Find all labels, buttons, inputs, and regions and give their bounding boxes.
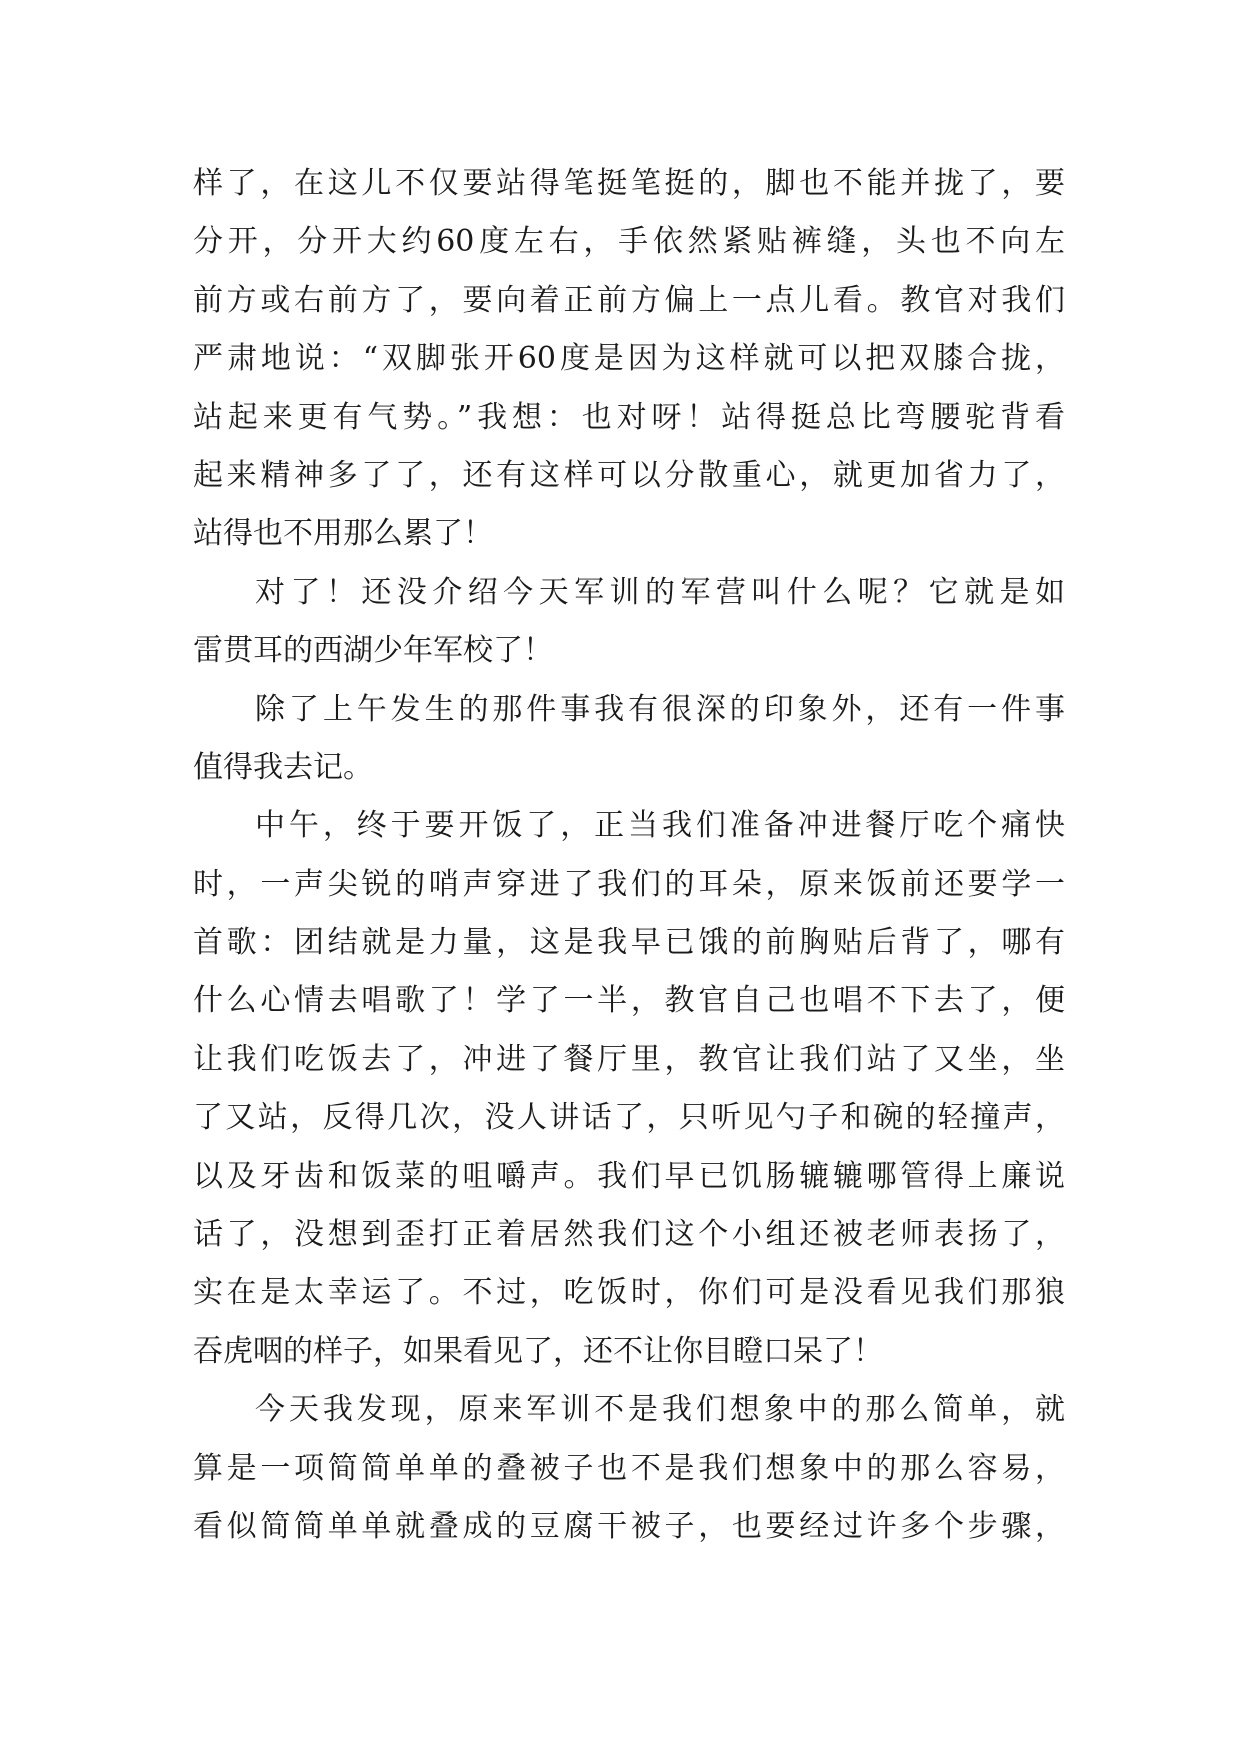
text-line: 首歌：团结就是力量，这是我早已饿的前胸贴后背了，哪有 (193, 925, 1065, 961)
text-line: 值得我去记。 (193, 749, 373, 785)
text-line: 让我们吃饭去了，冲进了餐厅里，教官让我们站了又坐，坐 (193, 1041, 1065, 1077)
text-line: 看似简简单单就叠成的豆腐干被子，也要经过许多个步骤， (193, 1508, 1065, 1544)
paragraph (193, 797, 1065, 1381)
paragraph (193, 564, 1065, 681)
text-line: 起来精神多了了，还有这样可以分散重心，就更加省力了， (193, 457, 1065, 493)
paragraph (193, 681, 1065, 798)
text-line: 样了，在这儿不仅要站得笔挺笔挺的，脚也不能并拢了，要 (193, 166, 1065, 201)
text-line: 雷贯耳的西湖少年军校了！ (193, 633, 553, 669)
paragraph (193, 1381, 1065, 1556)
text-line: 中午，终于要开饭了，正当我们准备冲进餐厅吃个痛快 (255, 808, 1065, 844)
text-line: 对了！还没介绍今天军训的军营叫什么呢？它就是如 (255, 574, 1065, 610)
text-line: 站起来更有气势。”我想：也对呀！站得挺总比弯腰驼背看 (193, 399, 1065, 435)
text-line: 吞虎咽的样子，如果看见了，还不让你目瞪口呆了！ (193, 1333, 883, 1369)
text-line: 站得也不用那么累了！ (193, 516, 493, 552)
paragraph (193, 155, 1065, 564)
text-line: 以及牙齿和饭菜的咀嚼声。我们早已饥肠辘辘哪管得上廉说 (193, 1158, 1065, 1194)
text-line: 什么心情去唱歌了！学了一半，教官自己也唱不下去了，便 (193, 983, 1065, 1019)
text-line: 除了上午发生的那件事我有很深的印象外，还有一件事 (255, 691, 1065, 727)
text-line: 前方或右前方了，要向着正前方偏上一点儿看。教官对我们 (193, 282, 1065, 318)
document-body (193, 155, 1065, 1556)
text-line: 算是一项简简单单的叠被子也不是我们想象中的那么容易， (193, 1450, 1065, 1486)
text-line: 了又站，反得几次，没人讲话了，只听见勺子和碗的轻撞声， (193, 1100, 1065, 1136)
text-line: 严肃地说：“双脚张开60度是因为这样就可以把双膝合拢， (193, 341, 1065, 377)
text-line: 今天我发现，原来军训不是我们想象中的那么简单，就 (255, 1392, 1065, 1428)
text-line: 分开，分开大约60度左右，手依然紧贴裤缝，头也不向左 (193, 224, 1065, 260)
text-line: 话了，没想到歪打正着居然我们这个小组还被老师表扬了， (193, 1217, 1065, 1253)
text-line: 实在是太幸运了。不过，吃饭时，你们可是没看见我们那狼 (193, 1275, 1065, 1311)
text-line: 时，一声尖锐的哨声穿进了我们的耳朵，原来饭前还要学一 (193, 866, 1065, 902)
